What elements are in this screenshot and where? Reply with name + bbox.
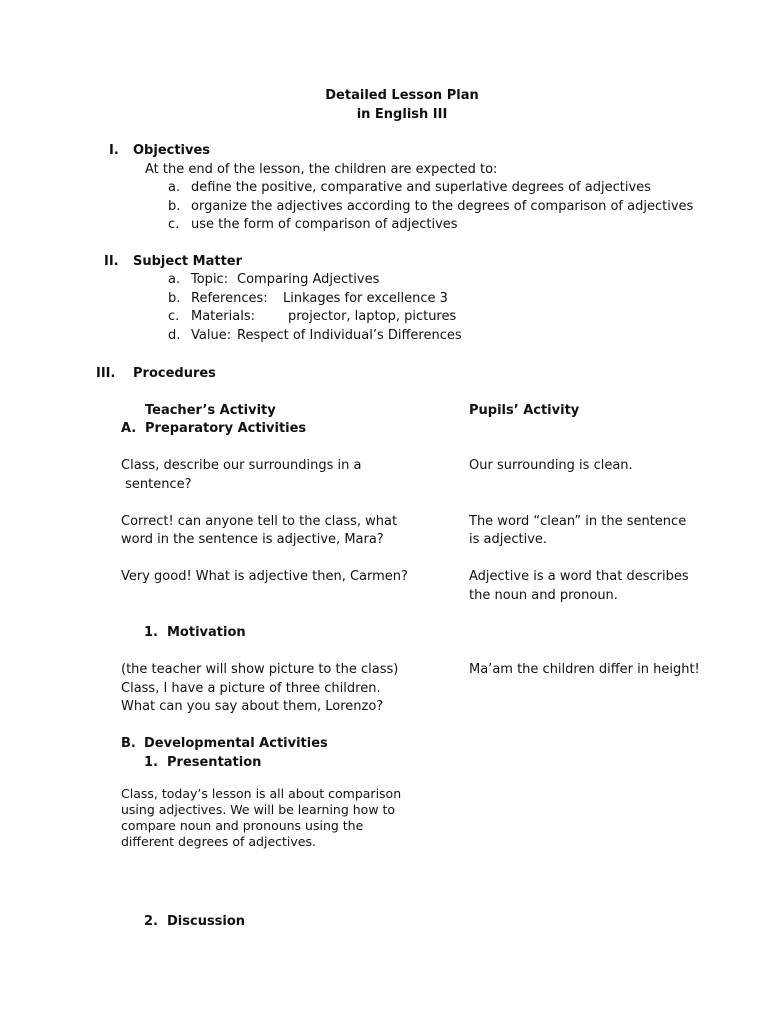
teacher-line: Very good! What is adjective then, Carmen?	[121, 569, 408, 584]
section-a-label: Preparatory Activities	[145, 421, 307, 436]
pupil-line: the noun and pronoun.	[469, 588, 618, 603]
objective-marker: a.	[168, 180, 181, 195]
objective-marker: b.	[168, 199, 181, 214]
section-a-marker: A.	[121, 421, 137, 436]
discussion-label: Discussion	[167, 914, 246, 929]
pupil-activity-header: Pupils’ Activity	[469, 403, 580, 418]
subject-matter-numeral: II.	[104, 254, 119, 269]
presentation-label: Presentation	[167, 755, 262, 770]
presentation-marker: 1.	[144, 755, 158, 770]
subject-value: Comparing Adjectives	[237, 272, 380, 287]
subject-marker: c.	[168, 309, 180, 324]
subject-matter-heading: Subject Matter	[133, 254, 243, 269]
objectives-numeral: I.	[109, 143, 119, 158]
subject-value: Respect of Individual’s Differences	[237, 328, 462, 343]
document-title: Detailed Lesson Plan	[325, 88, 479, 103]
teacher-line: What can you say about them, Lorenzo?	[121, 699, 384, 714]
subject-label: Value:	[191, 328, 232, 343]
subject-marker: d.	[168, 328, 181, 343]
pupil-line: The word “clean” in the sentence	[469, 514, 687, 529]
teacher-activity-header: Teacher’s Activity	[145, 403, 276, 418]
discussion-marker: 2.	[144, 914, 158, 929]
teacher-line: word in the sentence is adjective, Mara?	[121, 532, 384, 547]
subject-marker: b.	[168, 291, 181, 306]
motivation-label: Motivation	[167, 625, 246, 640]
section-b-label: Developmental Activities	[144, 736, 328, 751]
pupil-line: Ma’am the children differ in height!	[469, 662, 700, 677]
subject-value: projector, laptop, pictures	[288, 309, 457, 324]
document-subtitle: in English III	[356, 107, 448, 122]
motivation-marker: 1.	[144, 625, 158, 640]
pupil-line: Adjective is a word that describes	[469, 569, 689, 584]
teacher-line: Class, I have a picture of three children.	[121, 681, 381, 696]
subject-value: Linkages for excellence 3	[283, 291, 448, 306]
subject-marker: a.	[168, 272, 181, 287]
pupil-line: Our surrounding is clean.	[469, 458, 633, 473]
objectives-intro: At the end of the lesson, the children are expected to:	[145, 162, 498, 177]
teacher-line: sentence?	[121, 477, 192, 492]
procedures-heading: Procedures	[133, 366, 216, 381]
subject-label: References:	[191, 291, 268, 306]
teacher-line: Correct! can anyone tell to the class, what	[121, 514, 398, 529]
subject-label: Topic:	[191, 272, 229, 287]
presentation-line: Class, today’s lesson is all about comparison	[121, 786, 402, 801]
subject-label: Materials:	[191, 309, 255, 324]
section-b-marker: B.	[121, 736, 136, 751]
objective-item: organize the adjectives according to the degrees of comparison of adjectives	[191, 199, 694, 214]
objective-item: use the form of comparison of adjectives	[191, 217, 458, 232]
pupil-line: is adjective.	[469, 532, 548, 547]
teacher-line: Class, describe our surroundings in a	[121, 458, 362, 473]
teacher-line: (the teacher will show picture to the class)	[121, 662, 399, 677]
presentation-line: using adjectives. We will be learning how to	[121, 802, 396, 817]
procedures-numeral: III.	[96, 366, 116, 381]
objectives-heading: Objectives	[133, 143, 211, 158]
presentation-line: compare noun and pronouns using the	[121, 818, 364, 833]
objective-item: define the positive, comparative and superlative degrees of adjectives	[191, 180, 651, 195]
presentation-line: different degrees of adjectives.	[121, 834, 316, 849]
objective-marker: c.	[168, 217, 180, 232]
